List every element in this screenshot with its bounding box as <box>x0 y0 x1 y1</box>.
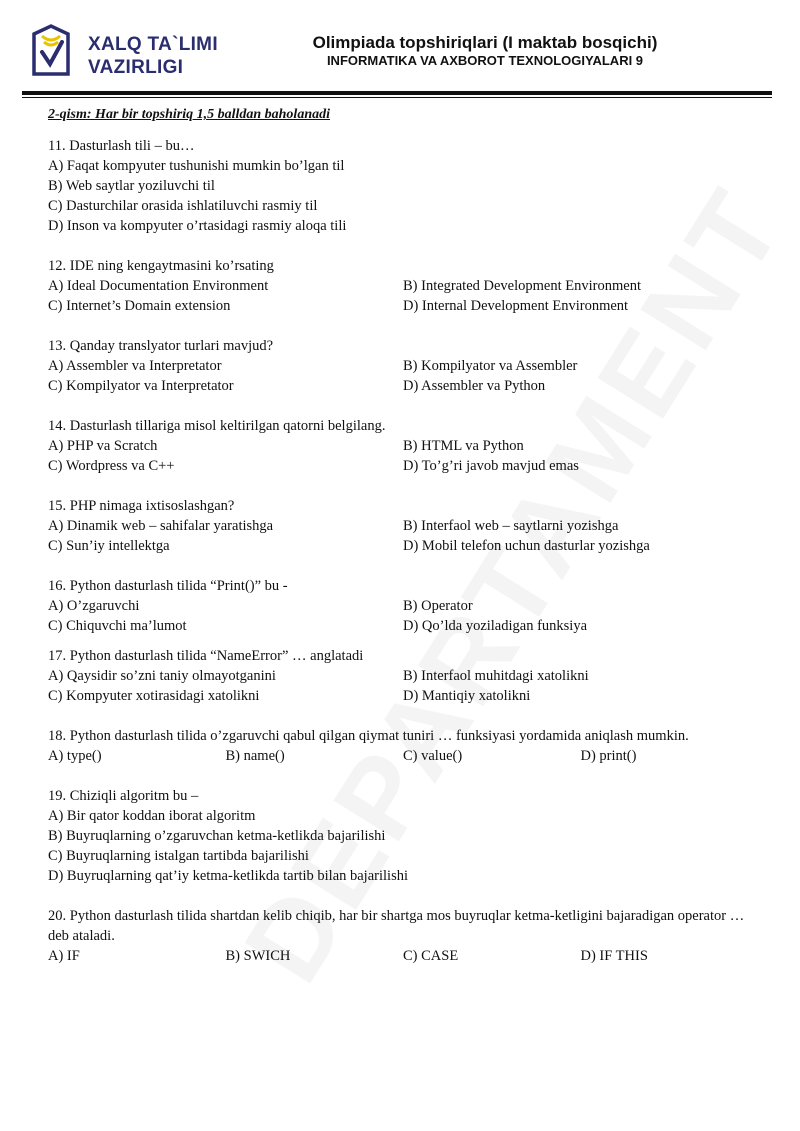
answer-option: D) Assembler va Python <box>403 378 546 394</box>
answer-option: D) print() <box>580 748 637 764</box>
question-stem: 16. Python dasturlash tilida “Print()” bu - <box>48 578 288 594</box>
answer-option: A) Qaysidir so’zni taniy olmayotganini <box>48 668 276 684</box>
answer-option: B) Web saytlar yoziluvchi til <box>48 178 215 194</box>
answer-option: C) value() <box>403 748 463 764</box>
answer-option: A) PHP va Scratch <box>48 438 158 454</box>
answer-option: B) Operator <box>403 598 473 614</box>
answer-option: D) To’g’ri javob mavjud emas <box>403 458 579 474</box>
header-divider-thick <box>22 91 772 95</box>
answer-option: D) Mobil telefon uchun dasturlar yozishga <box>403 538 650 554</box>
document-title: Olimpiada topshiriqlari (I maktab bosqichi) <box>312 33 658 52</box>
ministry-name-line1: XALQ TA`LIMI <box>88 34 218 55</box>
answer-option: C) Buyruqlarning istalgan tartibda bajarilishi <box>48 848 309 864</box>
answer-option: D) Inson va kompyuter o’rtasidagi rasmiy aloqa tili <box>48 218 347 234</box>
answer-option: B) HTML va Python <box>403 438 524 454</box>
answer-option: C) Wordpress va C++ <box>48 458 175 474</box>
question-item <box>48 136 758 236</box>
question-item <box>48 576 758 636</box>
answer-option: A) Faqat kompyuter tushunishi mumkin bo’lgan til <box>48 158 345 174</box>
question-stem: 18. Python dasturlash tilida o’zgaruvchi qabul qilgan qiymat tuniri … funksiyasi yordamida aniqlash mumkin. <box>48 728 689 744</box>
question-item <box>48 726 758 766</box>
ministry-name-line2: VAZIRLIGI <box>88 57 184 78</box>
answer-option: B) Interfaol web – saytlarni yozishga <box>403 518 619 534</box>
answer-option: D) Mantiqiy xatolikni <box>403 688 531 704</box>
answer-option: B) Interfaol muhitdagi xatolikni <box>403 668 589 684</box>
question-stem: 20. Python dasturlash tilida shartdan kelib chiqib, har bir shartga mos buyruqlar ketma-ketligini bajaradigan operator … deb ataladi. <box>48 908 745 944</box>
question-item <box>48 646 758 706</box>
answer-option: B) Integrated Development Environment <box>403 278 641 294</box>
answer-option: D) Qo’lda yoziladigan funksiya <box>403 618 588 634</box>
header-divider-thin <box>22 97 772 98</box>
question-stem: 15. PHP nimaga ixtisoslashgan? <box>48 498 235 514</box>
question-stem: 14. Dasturlash tillariga misol keltirilgan qatorni belgilang. <box>48 418 386 434</box>
ministry-logo-icon <box>28 22 74 80</box>
ministry-name <box>88 33 218 79</box>
answer-option: D) Internal Development Environment <box>403 298 629 314</box>
answer-option: C) Chiquvchi ma’lumot <box>48 618 187 634</box>
question-stem: 12. IDE ning kengaytmasini ko’rsating <box>48 258 274 274</box>
section-title: 2-qism: Har bir topshiriq 1,5 balldan baholanadi <box>48 107 330 122</box>
question-item <box>48 786 758 886</box>
answer-option: C) Dasturchilar orasida ishlatiluvchi rasmiy til <box>48 198 318 214</box>
question-stem: 19. Chiziqli algoritm bu – <box>48 788 199 804</box>
answer-option: B) Buyruqlarning o’zgaruvchan ketma-ketlikda bajarilishi <box>48 828 386 844</box>
answer-option: A) IF <box>48 948 80 964</box>
question-item <box>48 496 758 556</box>
question-stem: 17. Python dasturlash tilida “NameError” … anglatadi <box>48 648 364 664</box>
questions-list <box>48 136 758 966</box>
answer-option: D) IF THIS <box>580 948 648 964</box>
answer-option: C) CASE <box>403 948 459 964</box>
answer-option: A) type() <box>48 748 102 764</box>
answer-option: D) Buyruqlarning qat’iy ketma-ketlikda tartib bilan bajarilishi <box>48 868 408 884</box>
answer-option: C) Kompyuter xotirasidagi xatolikni <box>48 688 260 704</box>
question-stem: 11. Dasturlash tili – bu… <box>48 138 195 154</box>
question-item <box>48 906 758 966</box>
question-item <box>48 416 758 476</box>
question-item <box>48 336 758 396</box>
question-stem: 13. Qanday translyator turlari mavjud? <box>48 338 274 354</box>
answer-option: A) Ideal Documentation Environment <box>48 278 269 294</box>
answer-option: A) Dinamik web – sahifalar yaratishga <box>48 518 274 534</box>
document-subtitle: INFORMATIKA VA AXBOROT TEXNOLOGIYALARI 9 <box>326 53 644 68</box>
answer-option: A) Bir qator koddan iborat algoritm <box>48 808 256 824</box>
answer-option: C) Sun’iy intellektga <box>48 538 170 554</box>
answer-option: A) O’zgaruvchi <box>48 598 140 614</box>
answer-option: B) SWICH <box>225 948 291 964</box>
answer-option: C) Kompilyator va Interpretator <box>48 378 234 394</box>
answer-option: C) Internet’s Domain extension <box>48 298 231 314</box>
answer-option: A) Assembler va Interpretator <box>48 358 222 374</box>
answer-option: B) name() <box>225 748 285 764</box>
question-item <box>48 256 758 316</box>
answer-option: B) Kompilyator va Assembler <box>403 358 578 374</box>
